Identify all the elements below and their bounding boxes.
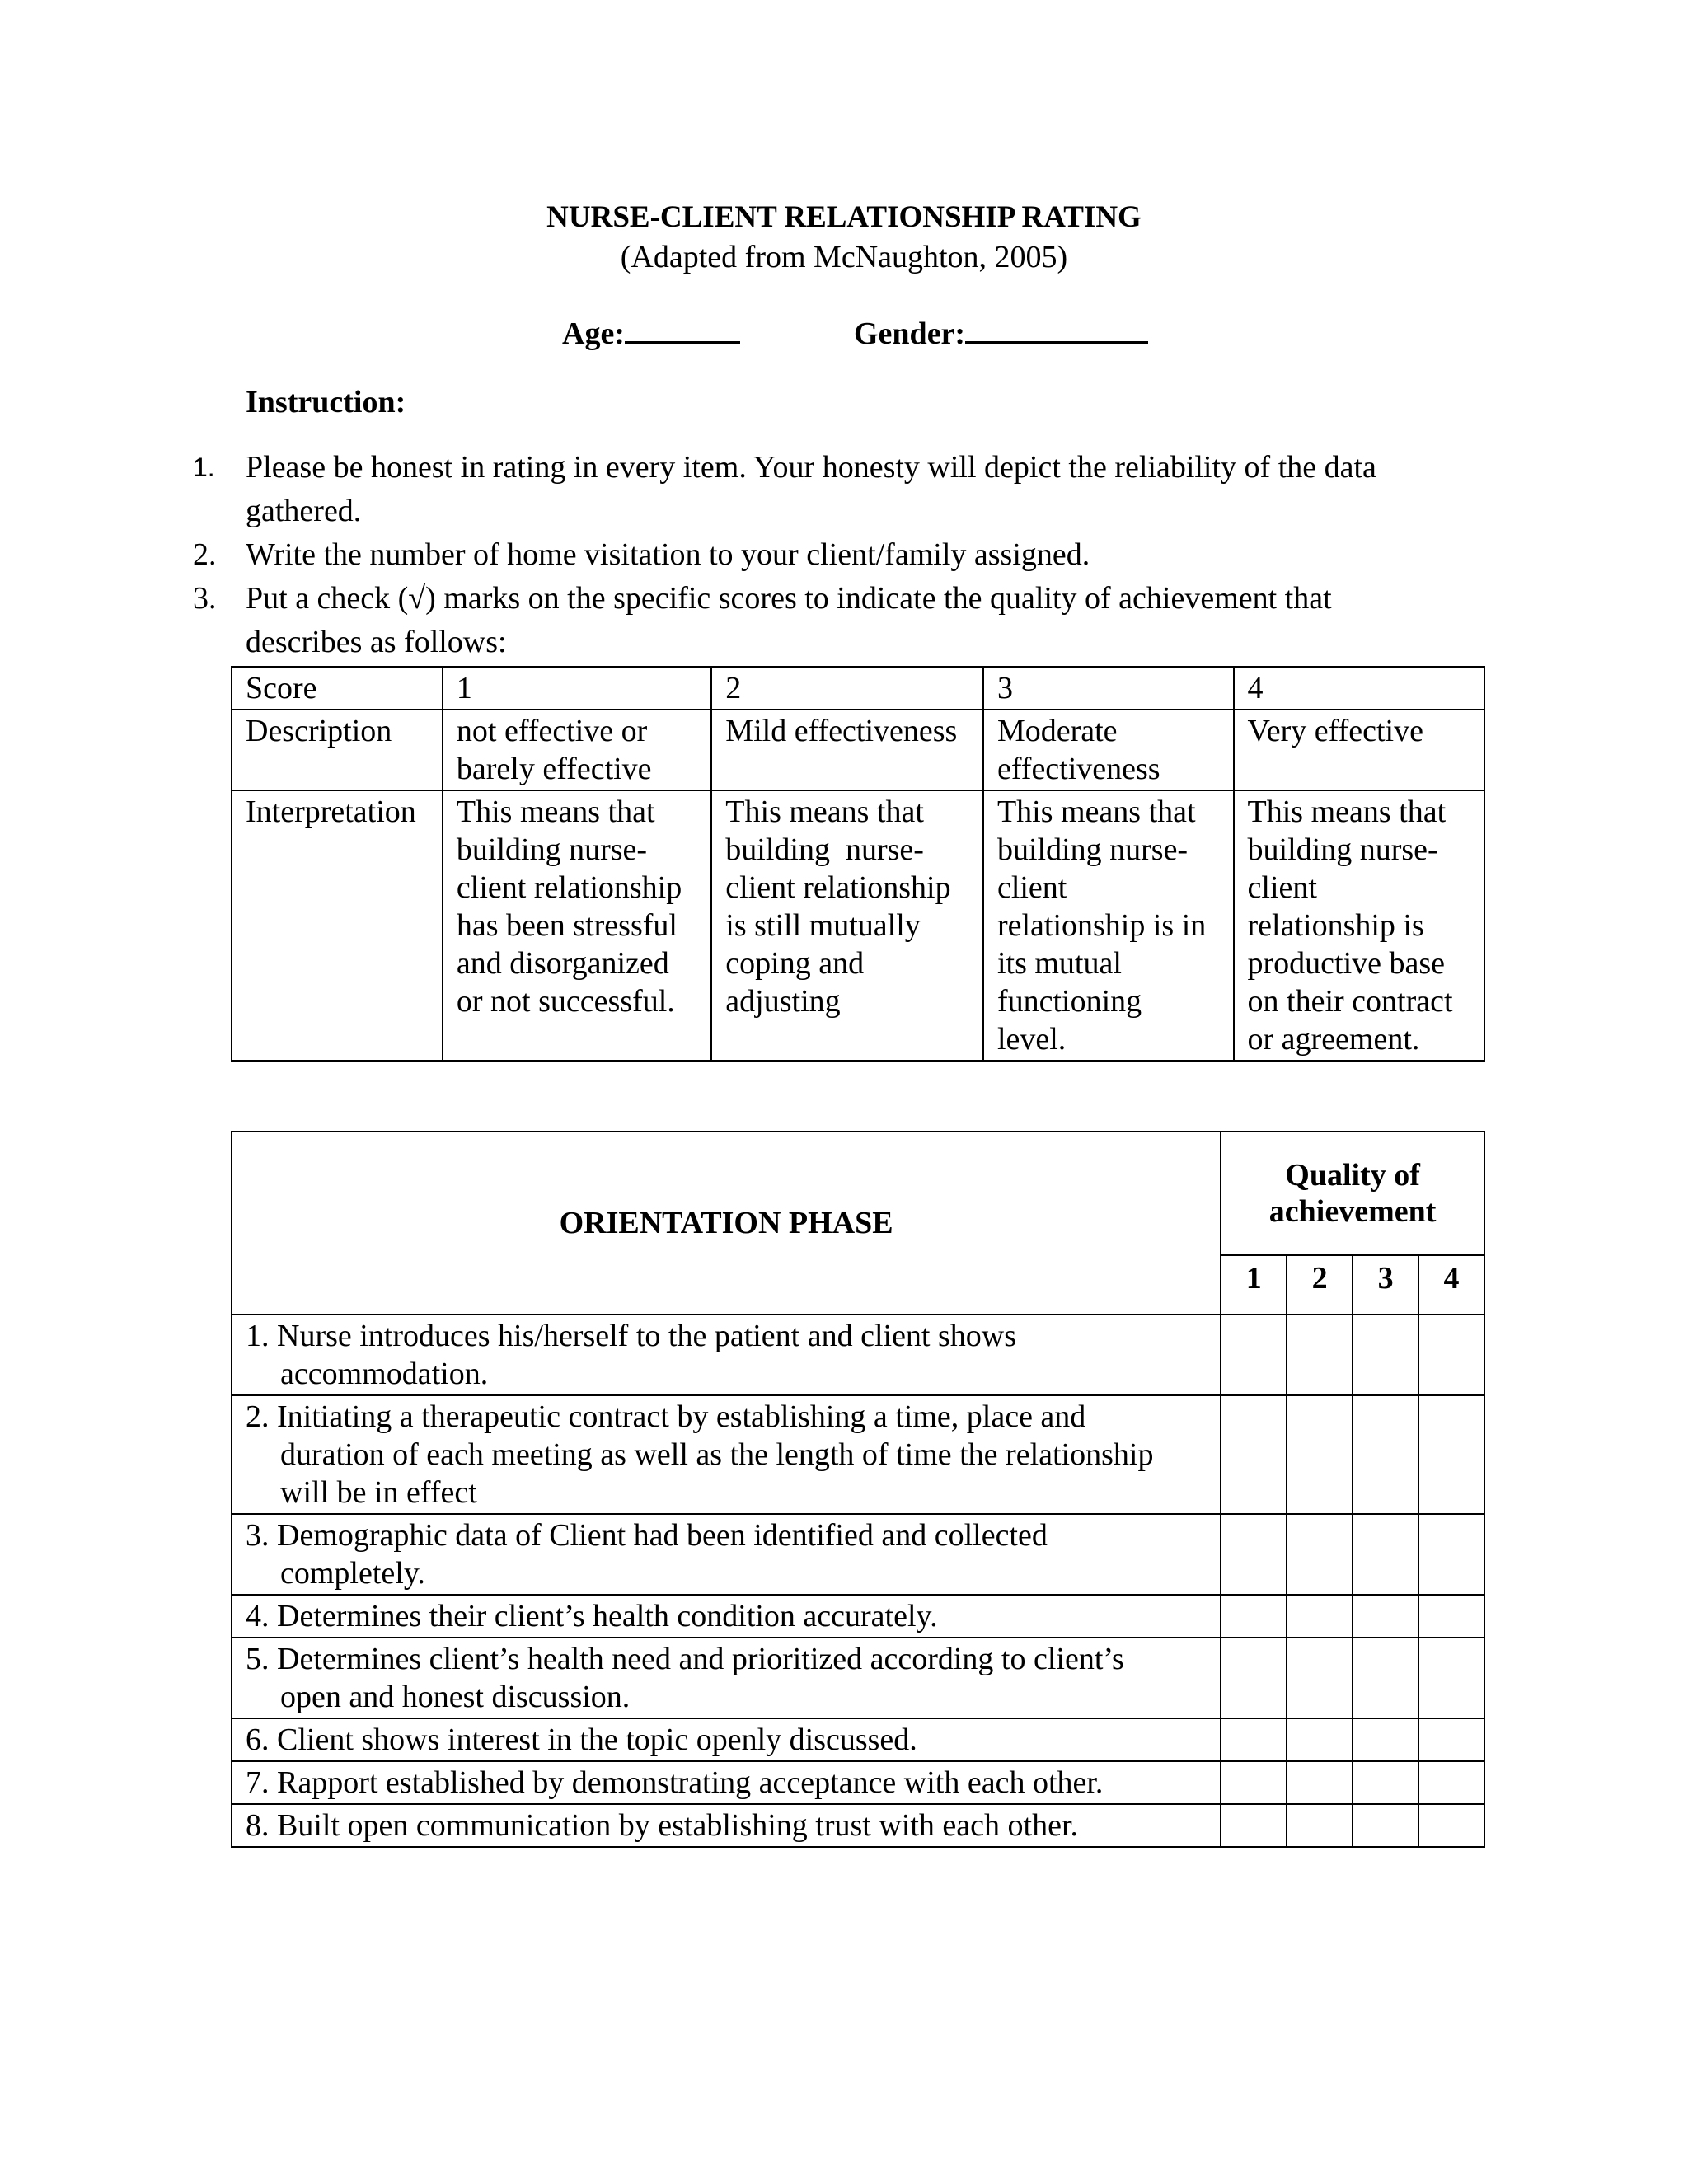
statement-line: completely. xyxy=(280,1556,425,1591)
instruction-heading: Instruction: xyxy=(246,385,406,419)
interpretation-line: or not successful. xyxy=(456,984,675,1019)
table-row xyxy=(232,1395,1484,1514)
score-value: 3 xyxy=(983,667,1234,710)
table-row xyxy=(232,1595,1484,1638)
rating-cell-1[interactable] xyxy=(1221,1315,1287,1395)
statement-line: accommodation. xyxy=(280,1357,489,1391)
interpretation-line: building nurse- xyxy=(456,832,648,867)
rating-cell-1[interactable] xyxy=(1221,1804,1287,1847)
interpretation-cell xyxy=(1234,790,1484,1061)
age-field[interactable] xyxy=(562,312,740,354)
instruction-text: gathered. xyxy=(246,494,362,528)
description-line: effectiveness xyxy=(996,752,1160,786)
statement-cell xyxy=(232,1595,1221,1638)
statement-line: 5. Determines client’s health need and prioritized according to client’s xyxy=(246,1642,1124,1676)
statement-line: 2. Initiating a therapeutic contract by establishing a time, place and xyxy=(246,1399,1086,1434)
description-cell xyxy=(1234,710,1484,790)
statement-line: 1. Nurse introduces his/herself to the patient and client shows xyxy=(246,1319,1017,1353)
instruction-number: 2. xyxy=(193,537,217,572)
score-legend-table xyxy=(231,666,1485,1062)
interpretation-line: building nurse- xyxy=(1247,832,1438,867)
rating-cell-4[interactable] xyxy=(1418,1718,1484,1761)
interpretation-row xyxy=(232,790,1484,1061)
rating-cell-1[interactable] xyxy=(1221,1638,1287,1718)
document-subtitle: (Adapted from McNaughton, 2005) xyxy=(620,240,1068,274)
row-label-description: Description xyxy=(232,710,443,790)
table-row xyxy=(232,1638,1484,1718)
instruction-item-3 xyxy=(193,577,1482,664)
score-column-header: 4 xyxy=(1418,1255,1484,1315)
statement-line: 6. Client shows interest in the topic openly discussed. xyxy=(246,1722,917,1757)
rating-cell-4[interactable] xyxy=(1418,1638,1484,1718)
table-row xyxy=(232,1315,1484,1395)
description-line: barely effective xyxy=(456,752,652,786)
interpretation-line: relationship is in xyxy=(996,908,1207,943)
rating-cell-3[interactable] xyxy=(1353,1761,1418,1804)
interpretation-line: has been stressful xyxy=(456,908,678,943)
statement-line: open and honest discussion. xyxy=(280,1680,631,1714)
rating-cell-4[interactable] xyxy=(1418,1804,1484,1847)
score-column-header: 1 xyxy=(1221,1255,1287,1315)
rating-cell-2[interactable] xyxy=(1287,1804,1353,1847)
rating-cell-4[interactable] xyxy=(1418,1761,1484,1804)
interpretation-line: This means that xyxy=(725,794,924,829)
rating-cell-2[interactable] xyxy=(1287,1638,1353,1718)
statement-cell xyxy=(232,1638,1221,1718)
rating-cell-2[interactable] xyxy=(1287,1595,1353,1638)
interpretation-cell xyxy=(711,790,983,1061)
instruction-number: 3. xyxy=(193,581,217,616)
interpretation-line: This means that xyxy=(456,794,655,829)
interpretation-line: functioning xyxy=(996,984,1142,1019)
instruction-text: Put a check (√) marks on the specific scores to indicate the quality of achievement that xyxy=(246,581,1332,616)
description-line: Moderate xyxy=(996,714,1118,748)
rating-cell-2[interactable] xyxy=(1287,1514,1353,1595)
interpretation-line: building nurse- xyxy=(996,832,1189,867)
statement-cell xyxy=(232,1804,1221,1847)
instruction-text: Please be honest in rating in every item. Your honesty will depict the reliability of the data xyxy=(246,450,1376,485)
statement-cell xyxy=(232,1315,1221,1395)
description-cell xyxy=(983,710,1234,790)
rating-cell-3[interactable] xyxy=(1353,1804,1418,1847)
document-title: NURSE-CLIENT RELATIONSHIP RATING xyxy=(546,200,1142,234)
rating-cell-2[interactable] xyxy=(1287,1761,1353,1804)
description-cell xyxy=(711,710,983,790)
rating-cell-3[interactable] xyxy=(1353,1595,1418,1638)
statement-line: 8. Built open communication by establishing trust with each other. xyxy=(246,1808,1079,1843)
table-row xyxy=(232,1761,1484,1804)
rating-cell-1[interactable] xyxy=(1221,1761,1287,1804)
description-line: not effective or xyxy=(456,714,648,748)
rating-cell-3[interactable] xyxy=(1353,1315,1418,1395)
rating-cell-4[interactable] xyxy=(1418,1315,1484,1395)
gender-field[interactable] xyxy=(854,312,1148,354)
instruction-number: 1. xyxy=(193,452,215,482)
statement-line: 3. Demographic data of Client had been identified and collected xyxy=(246,1518,1048,1553)
age-label: Age: xyxy=(562,316,625,351)
instruction-text: describes as follows: xyxy=(246,625,507,659)
gender-label: Gender: xyxy=(854,316,966,351)
quality-of-achievement-header xyxy=(1221,1132,1484,1255)
row-label-interpretation: Interpretation xyxy=(232,790,443,1061)
description-row xyxy=(232,710,1484,790)
interpretation-line: client relationship xyxy=(456,870,682,905)
statement-cell xyxy=(232,1761,1221,1804)
instruction-item-2 xyxy=(193,533,1482,577)
statement-line: 4. Determines their client’s health condition accurately. xyxy=(246,1599,938,1633)
score-value: 2 xyxy=(711,667,983,710)
interpretation-line: client xyxy=(996,870,1067,905)
rating-cell-4[interactable] xyxy=(1418,1395,1484,1514)
rating-cell-2[interactable] xyxy=(1287,1718,1353,1761)
description-line: Very effective xyxy=(1247,714,1423,748)
gender-blank[interactable] xyxy=(965,312,1148,344)
interpretation-line: This means that xyxy=(1247,794,1447,829)
orientation-phase-table xyxy=(231,1131,1485,1848)
row-label-score: Score xyxy=(232,667,443,710)
statement-line: duration of each meeting as well as the length of time the relationship xyxy=(280,1437,1154,1472)
interpretation-cell xyxy=(443,790,711,1061)
interpretation-line: and disorganized xyxy=(456,946,669,981)
interpretation-line: client xyxy=(1247,870,1317,905)
interpretation-line: relationship is xyxy=(1247,908,1424,943)
interpretation-line: client relationship xyxy=(725,870,951,905)
score-row xyxy=(232,667,1484,710)
score-value: 1 xyxy=(443,667,711,710)
interpretation-cell xyxy=(983,790,1234,1061)
interpretation-line: on their contract xyxy=(1247,984,1453,1019)
rating-cell-1[interactable] xyxy=(1221,1595,1287,1638)
rating-cell-3[interactable] xyxy=(1353,1718,1418,1761)
interpretation-line: building nurse- xyxy=(725,832,924,867)
rating-cell-3[interactable] xyxy=(1353,1514,1418,1595)
statement-cell xyxy=(232,1395,1221,1514)
rating-cell-2[interactable] xyxy=(1287,1315,1353,1395)
statement-line: 7. Rapport established by demonstrating acceptance with each other. xyxy=(246,1765,1104,1800)
age-blank[interactable] xyxy=(625,312,740,344)
rating-cell-3[interactable] xyxy=(1353,1395,1418,1514)
quality-header-line: Quality of xyxy=(1285,1158,1420,1193)
quality-header-line: achievement xyxy=(1268,1194,1437,1229)
table-row xyxy=(232,1804,1484,1847)
rating-cell-2[interactable] xyxy=(1287,1395,1353,1514)
table-row xyxy=(232,1514,1484,1595)
interpretation-line: its mutual xyxy=(996,946,1122,981)
interpretation-line: adjusting xyxy=(725,984,841,1019)
rating-cell-1[interactable] xyxy=(1221,1395,1287,1514)
rating-cell-4[interactable] xyxy=(1418,1595,1484,1638)
statement-cell xyxy=(232,1514,1221,1595)
interpretation-line: is still mutually xyxy=(725,908,921,943)
statement-cell xyxy=(232,1718,1221,1761)
statement-line: will be in effect xyxy=(280,1475,477,1510)
instruction-item-1 xyxy=(193,446,1482,533)
score-value: 4 xyxy=(1234,667,1484,710)
instruction-text: Write the number of home visitation to your client/family assigned. xyxy=(246,537,1090,572)
rating-cell-1[interactable] xyxy=(1221,1514,1287,1595)
phase-title: ORIENTATION PHASE xyxy=(232,1132,1221,1315)
interpretation-line: coping and xyxy=(725,946,865,981)
description-cell xyxy=(443,710,711,790)
score-column-header: 3 xyxy=(1353,1255,1418,1315)
rating-cell-3[interactable] xyxy=(1353,1638,1418,1718)
interpretation-line: This means that xyxy=(996,794,1196,829)
interpretation-line: or agreement. xyxy=(1247,1022,1420,1057)
interpretation-line: level. xyxy=(996,1022,1067,1057)
rating-cell-1[interactable] xyxy=(1221,1718,1287,1761)
score-column-header: 2 xyxy=(1287,1255,1353,1315)
orientation-header-row xyxy=(232,1132,1484,1255)
description-line: Mild effectiveness xyxy=(725,714,958,748)
table-row xyxy=(232,1718,1484,1761)
rating-cell-4[interactable] xyxy=(1418,1514,1484,1595)
interpretation-line: productive base xyxy=(1247,946,1446,981)
